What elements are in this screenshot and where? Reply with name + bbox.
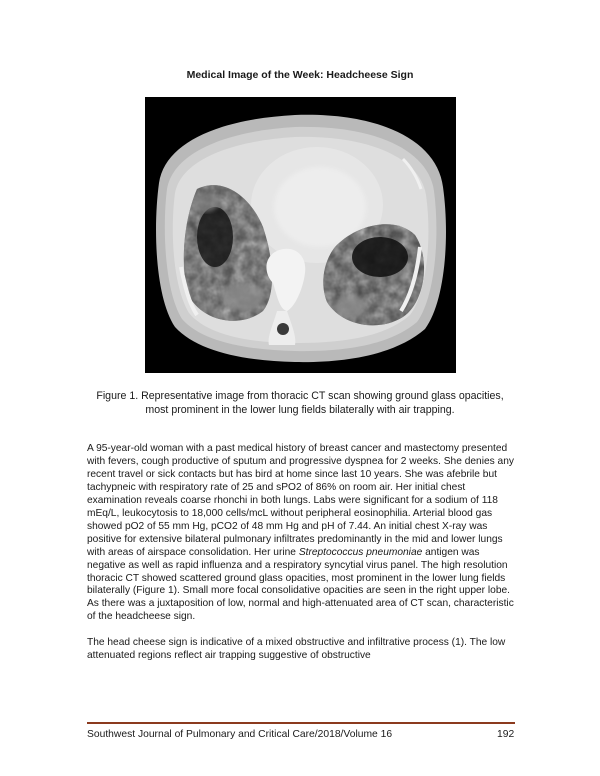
- page-number: 192: [497, 729, 515, 740]
- article-title: Medical Image of the Week: Headcheese Sign: [186, 69, 414, 81]
- footer-journal-info: Southwest Journal of Pulmonary and Critical Care/2018/Volume 16: [87, 729, 393, 740]
- body-paragraph-2: The head cheese sign is indicative of a mixed obstructive and infiltrative process (1). The low attenuated regions reflect air trapping suggestive of obstructive: [87, 637, 506, 662]
- body-paragraph-1-part-b: antigen was negative as well as rapid influenza and a respiratory syncytial virus panel. The high resolution thoracic CT showed scattered ground glass opacities, most prominent in the lower lung fields bilaterally (Figure 1). Small more focal consolidative opacities are seen in the right upper lobe. As there was a juxtaposition of low, normal and high-attenuated area of CT scan, characteristic of the headcheese sign.: [87, 546, 514, 623]
- ct-scan-image: [145, 97, 456, 373]
- article-body: [87, 443, 515, 663]
- figure-caption: Figure 1. Representative image from thoracic CT scan showing ground glass opacities, most prominent in the lower lung fields bilaterally with air trapping.: [96, 390, 504, 416]
- footer-divider: [87, 722, 515, 724]
- body-paragraph-1: [87, 443, 515, 624]
- body-paragraph-1-part-a: A 95-year-old woman with a past medical history of breast cancer and mastectomy presented with fevers, cough productive of sputum and progressive dyspnea for 2 weeks. She denies any recent travel or sick contacts but has bird at home since last 10 years. She was afebrile but tachypneic with respiratory rate of 25 and sPO2 of 86% on room air. Her initial chest examination reveals coarse rhonchi in both lungs. Labs were significant for a sodium of 118 mEq/L, leukocytosis to 18,000 cells/mcL without peripheral eosinophilia. Arterial blood gas showed pO2 of 55 mm Hg, pCO2 of 48 mm Hg and pH of 7.44. An initial chest X-ray was positive for extensive bilateral pulmonary infiltrates predominantly in the mid and lower lungs with areas of airspace consolidation. Her urine: [87, 443, 514, 558]
- organism-name: Streptococcus pneumoniae: [298, 546, 423, 558]
